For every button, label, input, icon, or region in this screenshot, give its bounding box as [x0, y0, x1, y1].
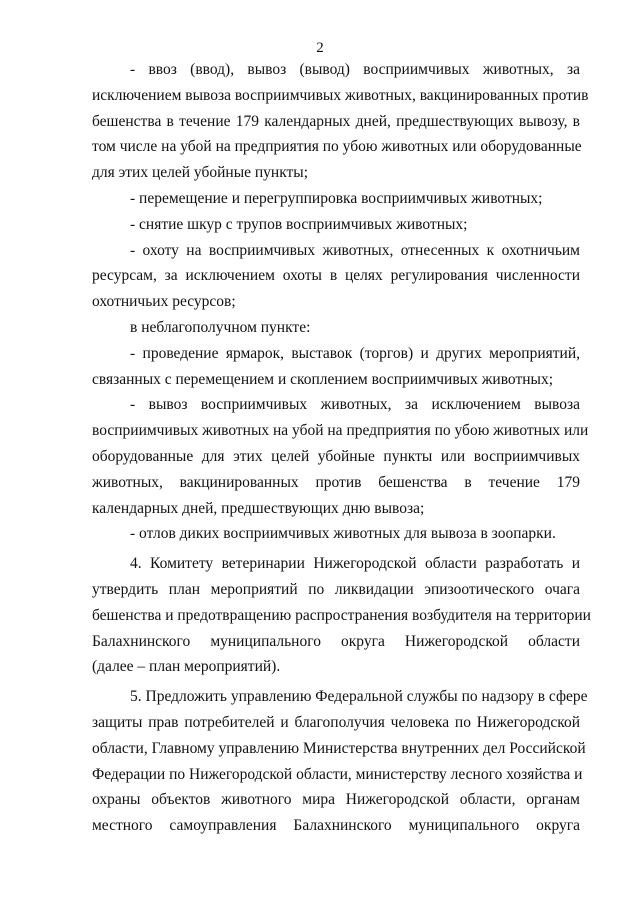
text-line: - перемещение и перегруппировка восприимчивых животных; [130, 189, 543, 207]
text-line: охотничьих ресурсов; [92, 293, 236, 311]
document-body [92, 57, 591, 839]
text-line: - снятие шкур с трупов восприимчивых животных; [130, 215, 468, 233]
text-line: 5. Предложить управлению Федеральной службы по надзору в сфере [130, 688, 588, 706]
text-line: 4. Комитету ветеринарии Нижегородской области разработать и [130, 555, 580, 573]
text-line: для этих целей убойные пункты; [92, 164, 309, 182]
text-line: животных, вакцинированных против бешенства в течение 179 [92, 473, 580, 491]
text-line: защиты прав потребителей и благополучия человека по Нижегородской [92, 713, 580, 731]
text-line: бешенства и предотвращению распространения возбудителя на территории [92, 606, 591, 624]
text-line: - ввоз (ввод), вывоз (вывод) восприимчивых животных, за [130, 61, 580, 78]
text-line: восприимчивых животных на убой на предприятия по убою животных или [92, 422, 589, 440]
text-line: области, Главному управлению Министерства внутренних дел Российской [92, 739, 586, 757]
text-line: утвердить план мероприятий по ликвидации эпизоотического очага [92, 580, 580, 598]
text-line: бешенства в течение 179 календарных дней, предшествующих вывозу, в [92, 112, 580, 130]
text-line: Балахнинского муниципального округа Нижегородской области [92, 632, 580, 650]
text-line: охраны объектов животного мира Нижегородской области, органам [92, 791, 580, 809]
text-line: оборудованные для этих целей убойные пункты или восприимчивых [92, 447, 580, 465]
text-line: - отлов диких восприимчивых животных для вывоза в зоопарки. [130, 525, 556, 543]
text-line: - проведение ярмарок, выставок (торгов) и других мероприятий, [130, 344, 580, 362]
text-line: (далее – план мероприятий). [92, 658, 281, 676]
text-line: том числе на убой на предприятия по убою животных или оборудованные [92, 138, 582, 156]
text-line: - охоту на восприимчивых животных, отнесенных к охотничьим [130, 241, 580, 259]
text-line: исключением вывоза восприимчивых животных, вакцинированных против [92, 86, 589, 104]
page-number: 2 [316, 40, 324, 56]
text-line: - вывоз восприимчивых животных, за исключением вывоза [130, 396, 580, 414]
text-line: в неблагополучном пункте: [130, 318, 311, 336]
text-line: связанных с перемещением и скоплением восприимчивых животных; [92, 370, 553, 388]
text-line: местного самоуправления Балахнинского муниципального округа [92, 817, 580, 835]
text-line: Федерации по Нижегородской области, министерству лесного хозяйства и [92, 765, 583, 783]
text-line: ресурсам, за исключением охоты в целях регулирования численности [92, 267, 580, 285]
text-line: календарных дней, предшествующих дню вывоза; [92, 499, 425, 517]
